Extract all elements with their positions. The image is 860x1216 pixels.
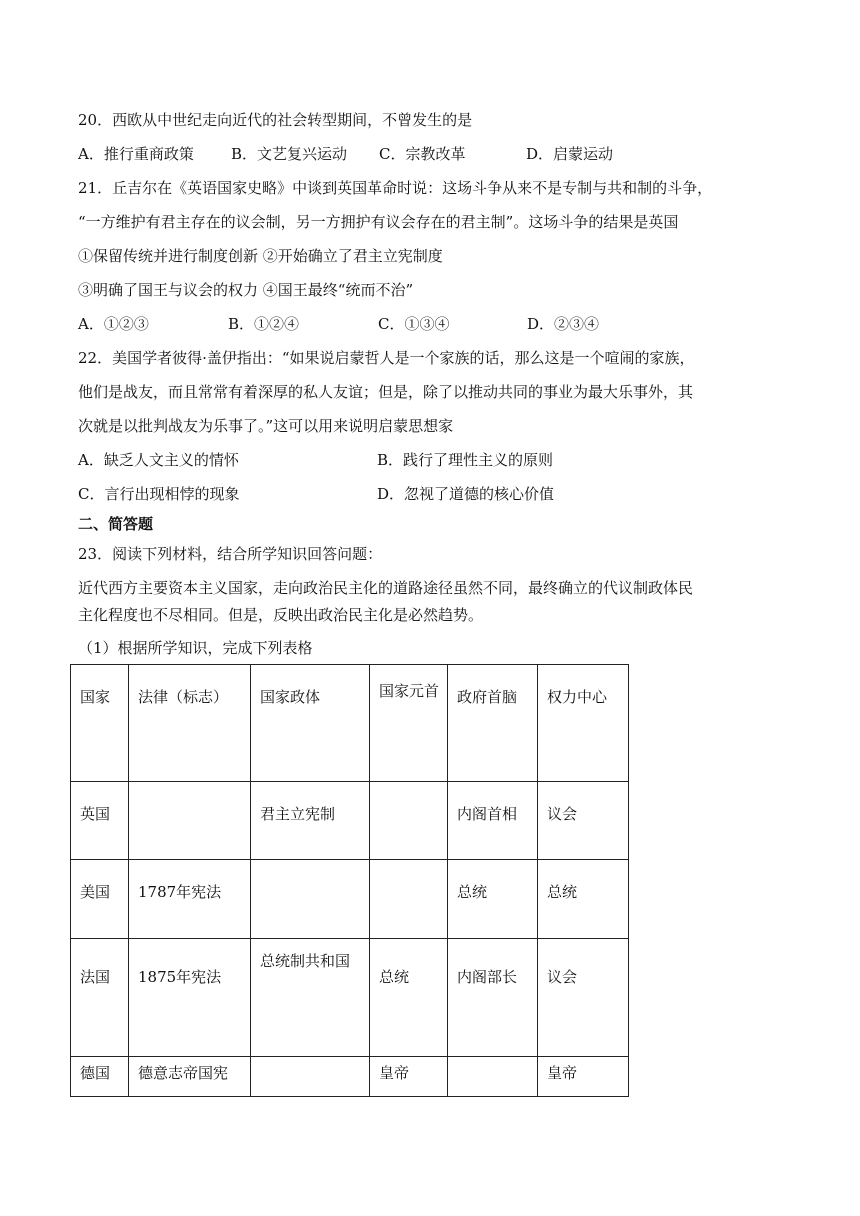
q20-option-d: D．启蒙运动 <box>526 145 614 163</box>
q21-option-c: C．①③④ <box>378 315 450 333</box>
table-cell: 法国 <box>71 939 129 1057</box>
header-cell: 国家 <box>71 665 129 782</box>
table-cell <box>370 860 448 939</box>
answer-table <box>70 664 629 1097</box>
header-cell: 国家政体 <box>251 665 370 782</box>
table-cell <box>251 860 370 939</box>
q23-subquestion-1: （1）根据所学知识，完成下列表格 <box>78 639 313 657</box>
table-cell: 总统 <box>370 939 448 1057</box>
q21-stem-line1: 21．丘吉尔在《英语国家史略》中谈到英国革命时说：这场斗争从来不是专制与共和制的斗争， <box>78 179 713 197</box>
table-cell: 1875年宪法 <box>129 939 251 1057</box>
q20-option-b: B．文艺复兴运动 <box>231 145 348 163</box>
q22-option-b: B．践行了理性主义的原则 <box>377 451 554 469</box>
q20-option-c: C．宗教改革 <box>379 145 466 163</box>
table-cell: 1787年宪法 <box>129 860 251 939</box>
table-row <box>71 939 629 1057</box>
table-cell: 内阁首相 <box>448 782 538 860</box>
table-row <box>71 1057 629 1097</box>
table-cell: 皇帝 <box>538 1057 629 1097</box>
table-cell: 议会 <box>538 939 629 1057</box>
q22-option-a: A．缺乏人文主义的情怀 <box>78 451 239 469</box>
header-cell: 法律（标志） <box>129 665 251 782</box>
q21-option-a: A．①②③ <box>78 315 149 333</box>
q21-stem-line2: “一方维护有君主存在的议会制，另一方拥护有议会存在的君主制”。这场斗争的结果是英国 <box>78 213 679 231</box>
table-header-row <box>71 665 629 782</box>
table-cell: 德国 <box>71 1057 129 1097</box>
q21-items-line2: ③明确了国王与议会的权力 ④国王最终“统而不治” <box>78 281 414 299</box>
header-cell: 权力中心 <box>538 665 629 782</box>
table-cell: 总统制共和国 <box>251 939 370 1057</box>
table-cell: 美国 <box>71 860 129 939</box>
table-cell <box>251 1057 370 1097</box>
table-cell: 皇帝 <box>370 1057 448 1097</box>
table-cell <box>370 782 448 860</box>
table-cell: 总统 <box>448 860 538 939</box>
table-cell <box>129 782 251 860</box>
q22-stem-line2: 他们是战友，而且常常有着深厚的私人友谊；但是，除了以推动共同的事业为最大乐事外，其 <box>78 383 694 401</box>
q20-stem: 20．西欧从中世纪走向近代的社会转型期间，不曾发生的是 <box>78 111 473 129</box>
table-cell: 英国 <box>71 782 129 860</box>
table-row <box>71 782 629 860</box>
table-cell: 内阁部长 <box>448 939 538 1057</box>
q22-stem-line3: 次就是以批判战友为乐事了。”这可以用来说明启蒙思想家 <box>78 417 454 435</box>
table-cell: 总统 <box>538 860 629 939</box>
q22-option-c: C．言行出现相悖的现象 <box>78 485 240 503</box>
table-cell <box>448 1057 538 1097</box>
table-row <box>71 860 629 939</box>
q22-stem-line1: 22．美国学者彼得·盖伊指出：“如果说启蒙哲人是一个家族的话，那么这是一个喧闹的家族， <box>78 349 695 367</box>
table-cell: 德意志帝国宪 <box>129 1057 251 1097</box>
header-cell: 政府首脑 <box>448 665 538 782</box>
q23-stem: 23．阅读下列材料，结合所学知识回答问题： <box>78 545 383 563</box>
q23-material-line2: 主化程度也不尽相同。但是，反映出政治民主化是必然趋势。 <box>78 606 484 624</box>
q23-material-line1: 近代西方主要资本主义国家，走向政治民主化的道路途径虽然不同，最终确立的代议制政体民 <box>78 579 694 597</box>
q21-option-b: B．①②④ <box>228 315 300 333</box>
q20-option-a: A．推行重商政策 <box>78 145 194 163</box>
header-cell: 国家元首 <box>370 665 448 782</box>
table-cell: 议会 <box>538 782 629 860</box>
section-heading: 二、简答题 <box>78 515 154 533</box>
q22-option-d: D．忽视了道德的核心价值 <box>377 485 555 503</box>
q21-items-line1: ①保留传统并进行制度创新 ②开始确立了君主立宪制度 <box>78 247 443 265</box>
table-cell: 君主立宪制 <box>251 782 370 860</box>
q21-option-d: D．②③④ <box>527 315 600 333</box>
